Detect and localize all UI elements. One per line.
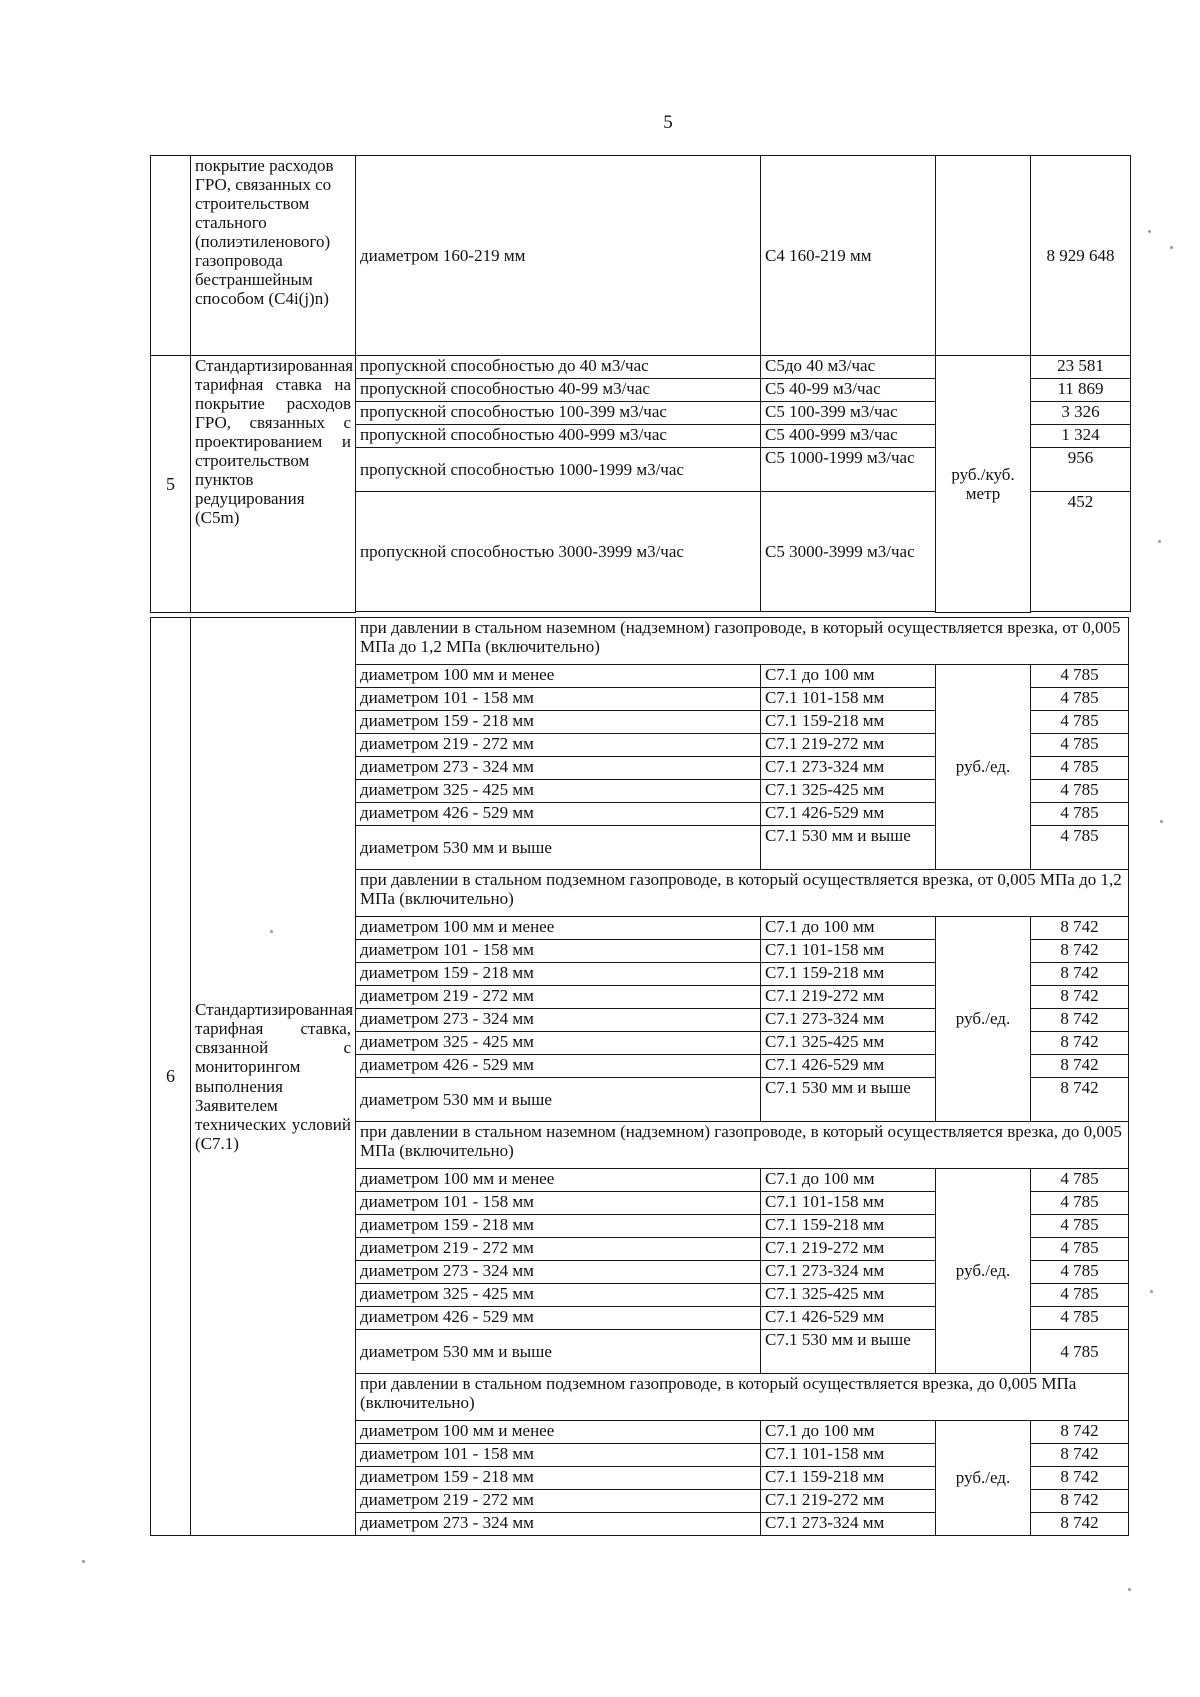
c7-code: C7.1 325-425 мм	[761, 780, 936, 803]
c5-unit: руб./куб. метр	[936, 356, 1031, 613]
c4-code: C4 160-219 мм	[761, 156, 936, 356]
c5-value: 452	[1031, 492, 1131, 612]
c7-section-header: при давлении в стальном наземном (надземном) газопроводе, в который осуществляется врезка, до 0,005 МПа (включительно)	[356, 1122, 1129, 1169]
c7-parameter: диаметром 100 мм и менее	[356, 1421, 761, 1444]
c7-value: 4 785	[1031, 803, 1129, 826]
c7-value: 4 785	[1031, 1215, 1129, 1238]
c7-parameter: диаметром 101 - 158 мм	[356, 1444, 761, 1467]
c7-value: 8 742	[1031, 1467, 1129, 1490]
c7-code: C7.1 159-218 мм	[761, 1467, 936, 1490]
c7-value: 8 742	[1031, 1421, 1129, 1444]
c7-parameter: диаметром 426 - 529 мм	[356, 1055, 761, 1078]
c7-code: C7.1 101-158 мм	[761, 688, 936, 711]
c7-value: 4 785	[1031, 1330, 1129, 1374]
c7-parameter: диаметром 273 - 324 мм	[356, 1261, 761, 1284]
c5-code: C5 400-999 м3/час	[761, 425, 936, 448]
c7-value: 8 742	[1031, 917, 1129, 940]
c7-value: 4 785	[1031, 711, 1129, 734]
c7-parameter: диаметром 159 - 218 мм	[356, 711, 761, 734]
c7-value: 4 785	[1031, 734, 1129, 757]
c7-unit: руб./ед.	[936, 1169, 1031, 1374]
c7-code: C7.1 101-158 мм	[761, 1192, 936, 1215]
c4-description: покрытие расходов ГРО, связанных со строительством стального (полиэтиленового) газопровода бестраншейным способом (C4i(j)n)	[191, 156, 356, 356]
c5-value: 1 324	[1031, 425, 1131, 448]
c7-value: 4 785	[1031, 1284, 1129, 1307]
c7-unit: руб./ед.	[936, 917, 1031, 1122]
c5-value: 23 581	[1031, 356, 1131, 379]
c7-code: C7.1 159-218 мм	[761, 1215, 936, 1238]
c7-code: C7.1 426-529 мм	[761, 1307, 936, 1330]
c7-parameter: диаметром 273 - 324 мм	[356, 757, 761, 780]
c7-parameter: диаметром 426 - 529 мм	[356, 803, 761, 826]
c5-parameter: пропускной способностью 40-99 м3/час	[356, 379, 761, 402]
c7-parameter: диаметром 325 - 425 мм	[356, 1284, 761, 1307]
c7-value: 4 785	[1031, 1238, 1129, 1261]
c7-code: C7.1 273-324 мм	[761, 1009, 936, 1032]
c5-value: 956	[1031, 448, 1131, 492]
c7-code: C7.1 273-324 мм	[761, 757, 936, 780]
c7-parameter: диаметром 100 мм и менее	[356, 1169, 761, 1192]
c7-parameter: диаметром 325 - 425 мм	[356, 1032, 761, 1055]
scan-speck	[1158, 540, 1161, 543]
c7-code: C7.1 530 мм и выше	[761, 1078, 936, 1122]
c7-parameter: диаметром 530 мм и выше	[356, 826, 761, 870]
c5-parameter: пропускной способностью 400-999 м3/час	[356, 425, 761, 448]
c5-row-number: 5	[151, 356, 191, 613]
c7-value: 8 742	[1031, 1078, 1129, 1122]
row-number-cell	[151, 156, 191, 356]
c7-unit: руб./ед.	[936, 1421, 1031, 1536]
c7-code: C7.1 219-272 мм	[761, 1490, 936, 1513]
c7-parameter: диаметром 101 - 158 мм	[356, 1192, 761, 1215]
c7-unit: руб./ед.	[936, 665, 1031, 870]
c7-value: 4 785	[1031, 757, 1129, 780]
c7-code: C7.1 до 100 мм	[761, 917, 936, 940]
c7-code: C7.1 530 мм и выше	[761, 1330, 936, 1374]
c7-row-number: 6	[151, 618, 191, 1536]
c7-parameter: диаметром 100 мм и менее	[356, 665, 761, 688]
c7-code: C7.1 159-218 мм	[761, 963, 936, 986]
c7-section-header: при давлении в стальном подземном газопроводе, в который осуществляется врезка, до 0,005 МПа (включительно)	[356, 1374, 1129, 1421]
c7-code: C7.1 530 мм и выше	[761, 826, 936, 870]
scan-speck	[1150, 1290, 1153, 1293]
c7-parameter: диаметром 325 - 425 мм	[356, 780, 761, 803]
tariff-table-c4	[150, 155, 1131, 356]
c7-parameter: диаметром 100 мм и менее	[356, 917, 761, 940]
c7-parameter: диаметром 426 - 529 мм	[356, 1307, 761, 1330]
c7-parameter: диаметром 159 - 218 мм	[356, 1215, 761, 1238]
c5-value: 3 326	[1031, 402, 1131, 425]
c7-code: C7.1 до 100 мм	[761, 1169, 936, 1192]
c7-parameter: диаметром 219 - 272 мм	[356, 1238, 761, 1261]
c7-code: C7.1 426-529 мм	[761, 1055, 936, 1078]
c4-parameter: диаметром 160-219 мм	[356, 156, 761, 356]
c5-code: C5 3000-3999 м3/час	[761, 492, 936, 612]
c5-parameter: пропускной способностью 3000-3999 м3/час	[356, 492, 761, 612]
c7-value: 8 742	[1031, 963, 1129, 986]
c7-value: 4 785	[1031, 1307, 1129, 1330]
c7-parameter: диаметром 219 - 272 мм	[356, 1490, 761, 1513]
c5-code: C5 100-399 м3/час	[761, 402, 936, 425]
c7-parameter: диаметром 273 - 324 мм	[356, 1009, 761, 1032]
c7-code: C7.1 159-218 мм	[761, 711, 936, 734]
c7-value: 8 742	[1031, 1513, 1129, 1536]
c7-code: C7.1 325-425 мм	[761, 1032, 936, 1055]
c7-code: C7.1 до 100 мм	[761, 1421, 936, 1444]
c7-value: 4 785	[1031, 1261, 1129, 1284]
c5-parameter: пропускной способностью 1000-1999 м3/час	[356, 448, 761, 492]
c7-parameter: диаметром 101 - 158 мм	[356, 688, 761, 711]
c7-parameter: диаметром 159 - 218 мм	[356, 963, 761, 986]
c7-code: C7.1 219-272 мм	[761, 1238, 936, 1261]
c7-code: C7.1 101-158 мм	[761, 940, 936, 963]
c7-parameter: диаметром 530 мм и выше	[356, 1078, 761, 1122]
c7-section-header: при давлении в стальном подземном газопроводе, в который осуществляется врезка, от 0,005 МПа до 1,2 МПа (включительно)	[356, 870, 1129, 917]
scan-speck	[270, 930, 273, 933]
c5-value: 11 869	[1031, 379, 1131, 402]
c7-code: C7.1 426-529 мм	[761, 803, 936, 826]
c7-parameter: диаметром 159 - 218 мм	[356, 1467, 761, 1490]
c7-section-header: при давлении в стальном наземном (надземном) газопроводе, в который осуществляется врезка, от 0,005 МПа до 1,2 МПа (включительно)	[356, 618, 1129, 665]
c7-parameter: диаметром 219 - 272 мм	[356, 986, 761, 1009]
c5-code: C5 1000-1999 м3/час	[761, 448, 936, 492]
c4-value: 8 929 648	[1031, 156, 1131, 356]
c7-code: C7.1 219-272 мм	[761, 734, 936, 757]
c7-value: 4 785	[1031, 826, 1129, 870]
tariff-table-c5	[150, 355, 1131, 613]
c7-parameter: диаметром 530 мм и выше	[356, 1330, 761, 1374]
c7-code: C7.1 до 100 мм	[761, 665, 936, 688]
c7-value: 8 742	[1031, 1032, 1129, 1055]
c7-value: 8 742	[1031, 1009, 1129, 1032]
c7-code: C7.1 325-425 мм	[761, 1284, 936, 1307]
c7-value: 4 785	[1031, 1192, 1129, 1215]
scan-speck	[82, 1560, 85, 1563]
c7-description: Стандартизированная тарифная ставка, связанной с мониторингом выполнения Заявителем технических условий (C7.1)	[191, 618, 356, 1536]
scan-speck	[1160, 820, 1163, 823]
c7-code: C7.1 101-158 мм	[761, 1444, 936, 1467]
tariff-table-c7	[150, 617, 1129, 1536]
c7-value: 4 785	[1031, 688, 1129, 711]
scan-speck	[1170, 246, 1173, 249]
c7-value: 4 785	[1031, 1169, 1129, 1192]
c7-value: 4 785	[1031, 665, 1129, 688]
c7-value: 8 742	[1031, 1444, 1129, 1467]
c4-unit-cell	[936, 156, 1031, 356]
c7-parameter: диаметром 219 - 272 мм	[356, 734, 761, 757]
c7-value: 4 785	[1031, 780, 1129, 803]
c7-value: 8 742	[1031, 940, 1129, 963]
c7-parameter: диаметром 273 - 324 мм	[356, 1513, 761, 1536]
c7-parameter: диаметром 101 - 158 мм	[356, 940, 761, 963]
c7-value: 8 742	[1031, 986, 1129, 1009]
c5-parameter: пропускной способностью до 40 м3/час	[356, 356, 761, 379]
scan-speck	[1128, 1588, 1131, 1591]
c5-code: C5 40-99 м3/час	[761, 379, 936, 402]
c7-code: C7.1 273-324 мм	[761, 1261, 936, 1284]
c5-description: Стандартизированная тарифная ставка на покрытие расходов ГРО, связанных с проектированием и строительством пунктов редуцирования (C5m)	[191, 356, 356, 613]
c5-parameter: пропускной способностью 100-399 м3/час	[356, 402, 761, 425]
c7-value: 8 742	[1031, 1055, 1129, 1078]
c7-code: C7.1 273-324 мм	[761, 1513, 936, 1536]
scan-speck	[1148, 230, 1151, 233]
page-number: 5	[663, 112, 673, 133]
c7-value: 8 742	[1031, 1490, 1129, 1513]
c7-code: C7.1 219-272 мм	[761, 986, 936, 1009]
c5-code: C5до 40 м3/час	[761, 356, 936, 379]
